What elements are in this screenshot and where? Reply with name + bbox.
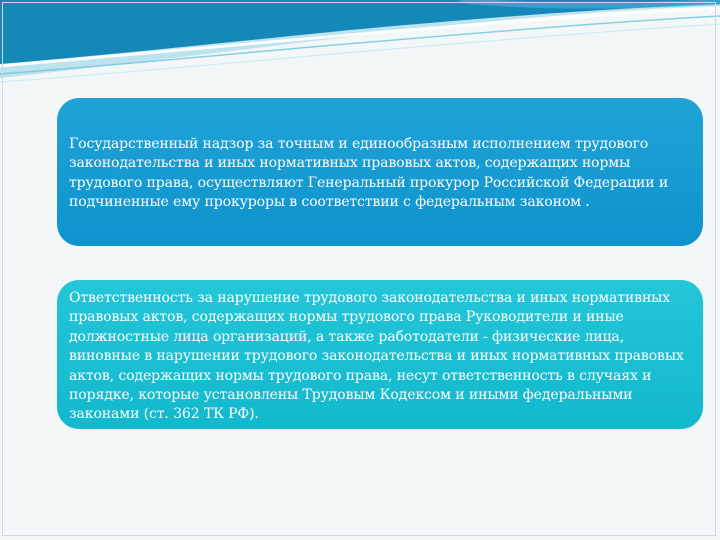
text-block-2-content: Ответственность за нарушение трудового законодательства и иных нормативных правовых актов, содержащих нормы трудового права Руководители и иные должностные лица организаций, а также работодатели - физические лица, виновные в нарушении трудового законодательства и иных нормативных правовых актов, содержащих нормы трудового права, несут ответственность в случаях и порядке, которые установлены Трудовым Кодексом и иными федеральными законами (ст. 362 ТК РФ). <box>69 290 684 423</box>
text-block-state-supervision <box>57 98 703 246</box>
text-block-1-content: Государственный надзор за точным и единообразным исполнением трудового законодательства и иных нормативных правовых актов, содержащих нормы трудового права, осуществляют Генеральный прокурор Российской Федерации и подчиненные ему прокуроры в соответствии с федеральным законом . <box>69 136 669 211</box>
decorative-wave-header <box>0 0 720 110</box>
text-block-responsibility <box>57 280 703 429</box>
